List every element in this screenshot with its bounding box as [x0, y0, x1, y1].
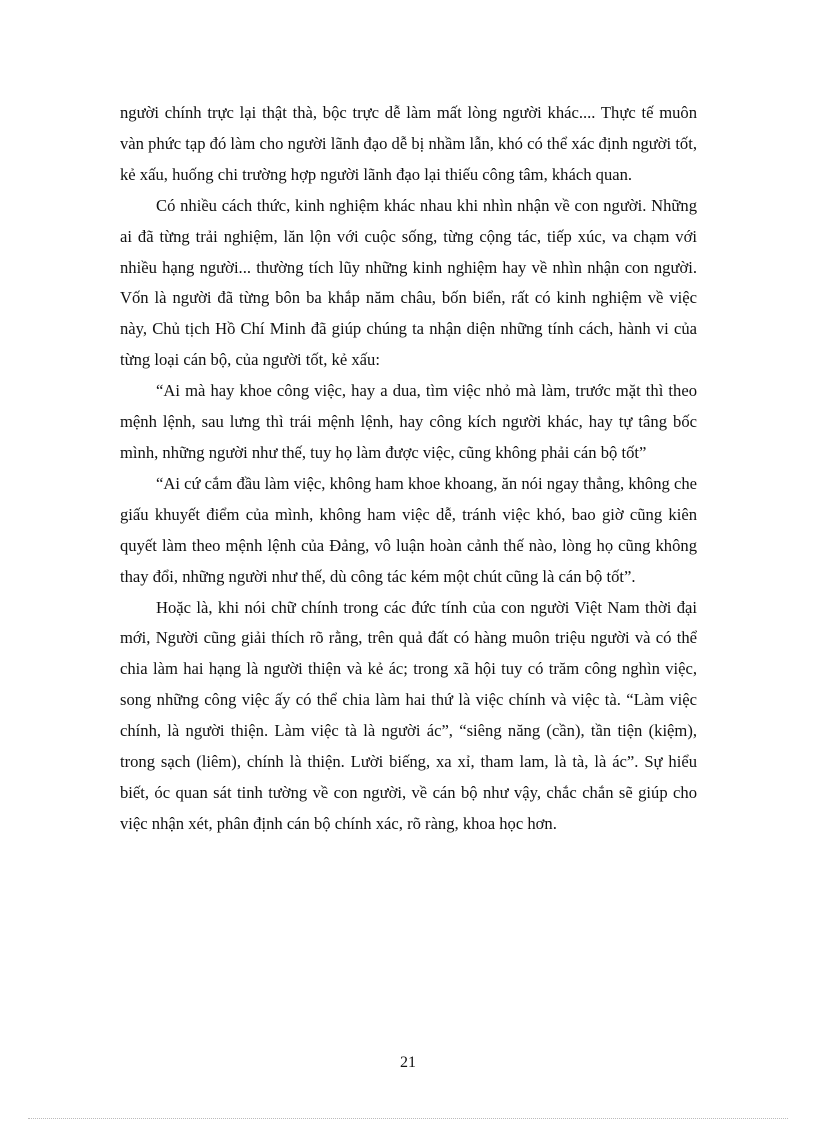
quote-bad-cadre: “Ai mà hay khoe công việc, hay a dua, tìm việc nhỏ mà làm, trước mặt thì theo mệnh lệnh, sau lưng thì trái mệnh lệnh, hay công kích người khác, hay tự tâng bốc mình, những người như thế, tuy họ làm được việc, cũng không phải cán bộ tốt”	[120, 381, 697, 462]
paragraph-recognizing-people: Có nhiều cách thức, kinh nghiệm khác nhau khi nhìn nhận về con người. Những ai đã từng trải nghiệm, lăn lộn với cuộc sống, từng cộng tác, tiếp xúc, va chạm với nhiều hạng người... thường tích lũy những kinh nghiệm hay về nhìn nhận con người. Vốn là người đã từng bôn ba khắp năm châu, bốn biển, rất có kinh nghiệm về việc này, Chủ tịch Hồ Chí Minh đã giúp chúng ta nhận diện những tính cách, hành vi của từng loại cán bộ, của người tốt, kẻ xấu:	[120, 195, 697, 370]
paragraph-righteousness: Hoặc là, khi nói chữ chính trong các đức tính của con người Việt Nam thời đại mới, Người cũng giải thích rõ rằng, trên quả đất có hàng muôn triệu người và có thể chia làm hai hạng là người thiện và kẻ ác; trong xã hội tuy có trăm công nghìn việc, song những công việc ấy có thể chia làm hai thứ là việc chính và việc tà. “Làm việc chính, là người thiện. Làm việc tà là người ác”, “siêng năng (cần), tần tiện (kiệm), trong sạch (liêm), chính là thiện. Lười biếng, xa xỉ, tham lam, là tà, là ác”. Sự hiểu biết, óc quan sát tinh tường về con người, về cán bộ như vậy, chắc chắn sẽ giúp cho việc nhận xét, phân định cán bộ chính xác, rõ ràng, khoa học hơn.	[120, 597, 697, 833]
quote-good-cadre: “Ai cứ cắm đầu làm việc, không ham khoe khoang, ăn nói ngay thẳng, không che giấu khuyết điểm của mình, không ham việc dễ, tránh việc khó, bao giờ cũng kiên quyết làm theo mệnh lệnh của Đảng, vô luận hoàn cảnh thế nào, lòng họ cũng không thay đổi, những người như thế, dù công tác kém một chút cũng là cán bộ tốt”.	[120, 473, 697, 586]
page-number: 21	[400, 1054, 416, 1071]
body-text	[120, 98, 697, 840]
page-bottom-border	[28, 1118, 788, 1119]
paragraph-continuation: người chính trực lại thật thà, bộc trực dễ làm mất lòng người khác.... Thực tế muôn vàn phức tạp đó làm cho người lãnh đạo dễ bị nhầm lẫn, khó có thể xác định người tốt, kẻ xấu, huống chi trường hợp người lãnh đạo lại thiếu công tâm, khách quan.	[120, 103, 697, 184]
